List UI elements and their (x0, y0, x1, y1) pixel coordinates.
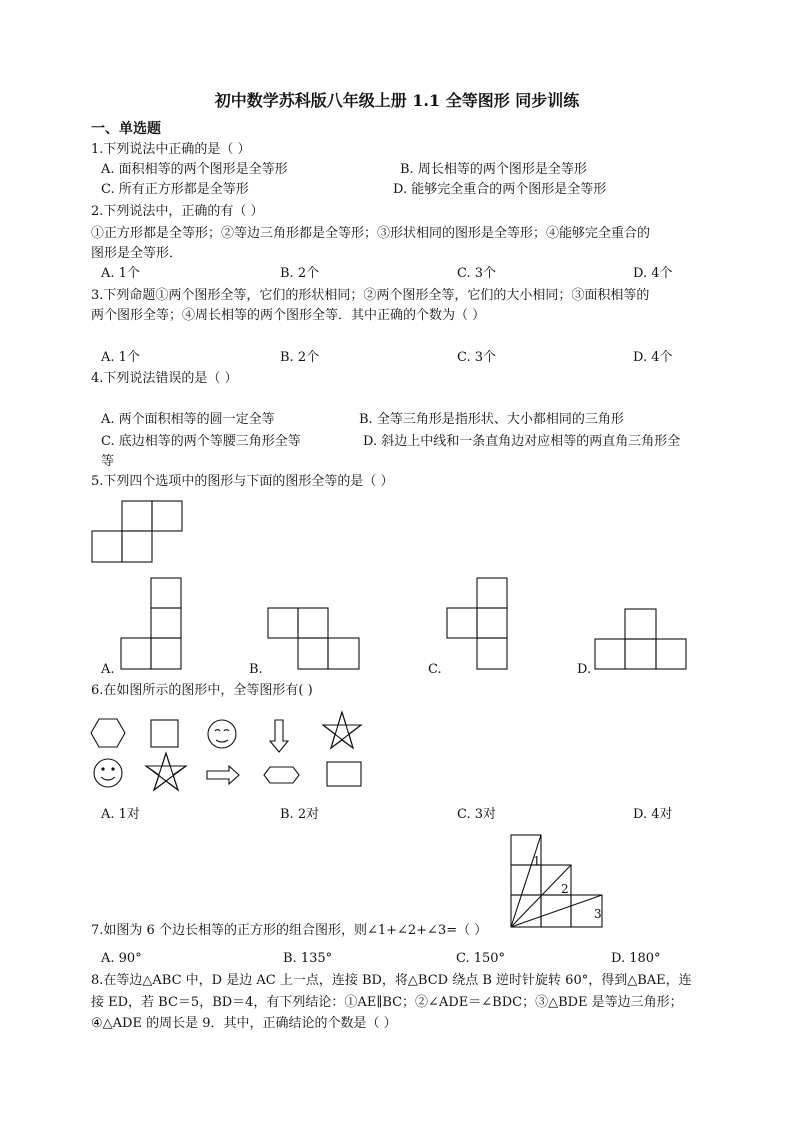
q1-stem: 1.下列说法中正确的是（ ） (91, 142, 251, 157)
q8-line-1: 8.在等边△ABC 中，D 是边 AC 上一点，连接 BD，将△BCD 绕点 B 逆时针旋转 60°，得到△BAE，连 (91, 973, 692, 988)
q1-option-a: A. 面积相等的两个图形是全等形 (101, 162, 288, 177)
q5-option-b: B. (249, 662, 263, 677)
q2-option-c: C. 3个 (457, 266, 497, 281)
q4-option-d: D. 斜边上中线和一条直角边对应相等的两直角三角形全 (363, 434, 681, 449)
q6-option-d: D. 4对 (633, 807, 673, 822)
q6-option-a: A. 1对 (101, 807, 140, 822)
q1-option-d: D. 能够完全重合的两个图形是全等形 (393, 182, 607, 197)
q2-option-a: A. 1个 (101, 266, 140, 281)
q3-option-b: B. 2个 (280, 350, 320, 365)
q2-stem: 2.下列说法中，正确的有（ ） (91, 204, 264, 219)
angle-label-2: 2 (561, 882, 569, 896)
q8-line-3: ④△ADE 的周长是 9．其中，正确结论的个数是（ ） (91, 1016, 397, 1031)
section-heading: 一、单选题 (91, 121, 161, 137)
q8-line-2: 接 ED，若 BC＝5，BD＝4，有下列结论：①AE∥BC；②∠ADE＝∠BDC；③△BDE 是等边三角形； (91, 995, 683, 1010)
q3-option-d: D. 4个 (633, 350, 673, 365)
angle-label-1: 1 (533, 854, 541, 868)
q6-option-c: C. 3对 (457, 807, 497, 822)
q7-stem: 7.如图为 6 个边长相等的正方形的组合图形，则∠1+∠2+∠3=（ ） (91, 923, 488, 938)
q6-option-b: B. 2对 (280, 807, 320, 822)
page-title: 初中数学苏科版八年级上册 1.1 全等图形 同步训练 (214, 91, 580, 110)
q1-option-b: B. 周长相等的两个图形是全等形 (400, 162, 587, 177)
q4-option-b: B. 全等三角形是指形状、大小都相同的三角形 (359, 412, 624, 427)
q3-option-c: C. 3个 (457, 350, 497, 365)
q1-option-c: C. 所有正方形都是全等形 (101, 182, 249, 197)
q4-stem: 4.下列说法错误的是（ ） (91, 371, 238, 386)
q5-option-c: C. (428, 662, 442, 677)
angle-label-3: 3 (594, 907, 602, 921)
q4-option-d-wrap: 等 (101, 454, 115, 469)
q7-option-c: C. 150° (456, 951, 506, 966)
q2-line-2: 图形是全等形． (91, 246, 183, 261)
q5-option-a: A. (101, 662, 115, 677)
q2-option-d: D. 4个 (633, 266, 673, 281)
q4-option-a: A. 两个面积相等的圆一定全等 (101, 412, 275, 427)
q3-line-2: 两个图形全等；④周长相等的两个图形全等．其中正确的个数为（ ） (91, 308, 486, 323)
q3-option-a: A. 1个 (101, 350, 140, 365)
q2-option-b: B. 2个 (280, 266, 320, 281)
q7-option-a: A. 90° (101, 951, 142, 966)
q7-option-b: B. 135° (283, 951, 333, 966)
q6-stem: 6.在如图所示的图形中，全等图形有( ) (91, 683, 313, 698)
q4-option-c: C. 底边相等的两个等腰三角形全等 (101, 434, 301, 449)
q2-line-1: ①正方形都是全等形；②等边三角形都是全等形；③形状相同的图形是全等形；④能够完全重合的 (91, 226, 651, 241)
q5-option-d: D. (577, 662, 592, 677)
q5-stem: 5.下列四个选项中的图形与下面的图形全等的是（ ） (91, 474, 394, 489)
q3-line-1: 3.下列命题①两个图形全等，它们的形状相同；②两个图形全等，它们的大小相同；③面积相等的 (91, 288, 650, 303)
q7-option-d: D. 180° (611, 951, 661, 966)
